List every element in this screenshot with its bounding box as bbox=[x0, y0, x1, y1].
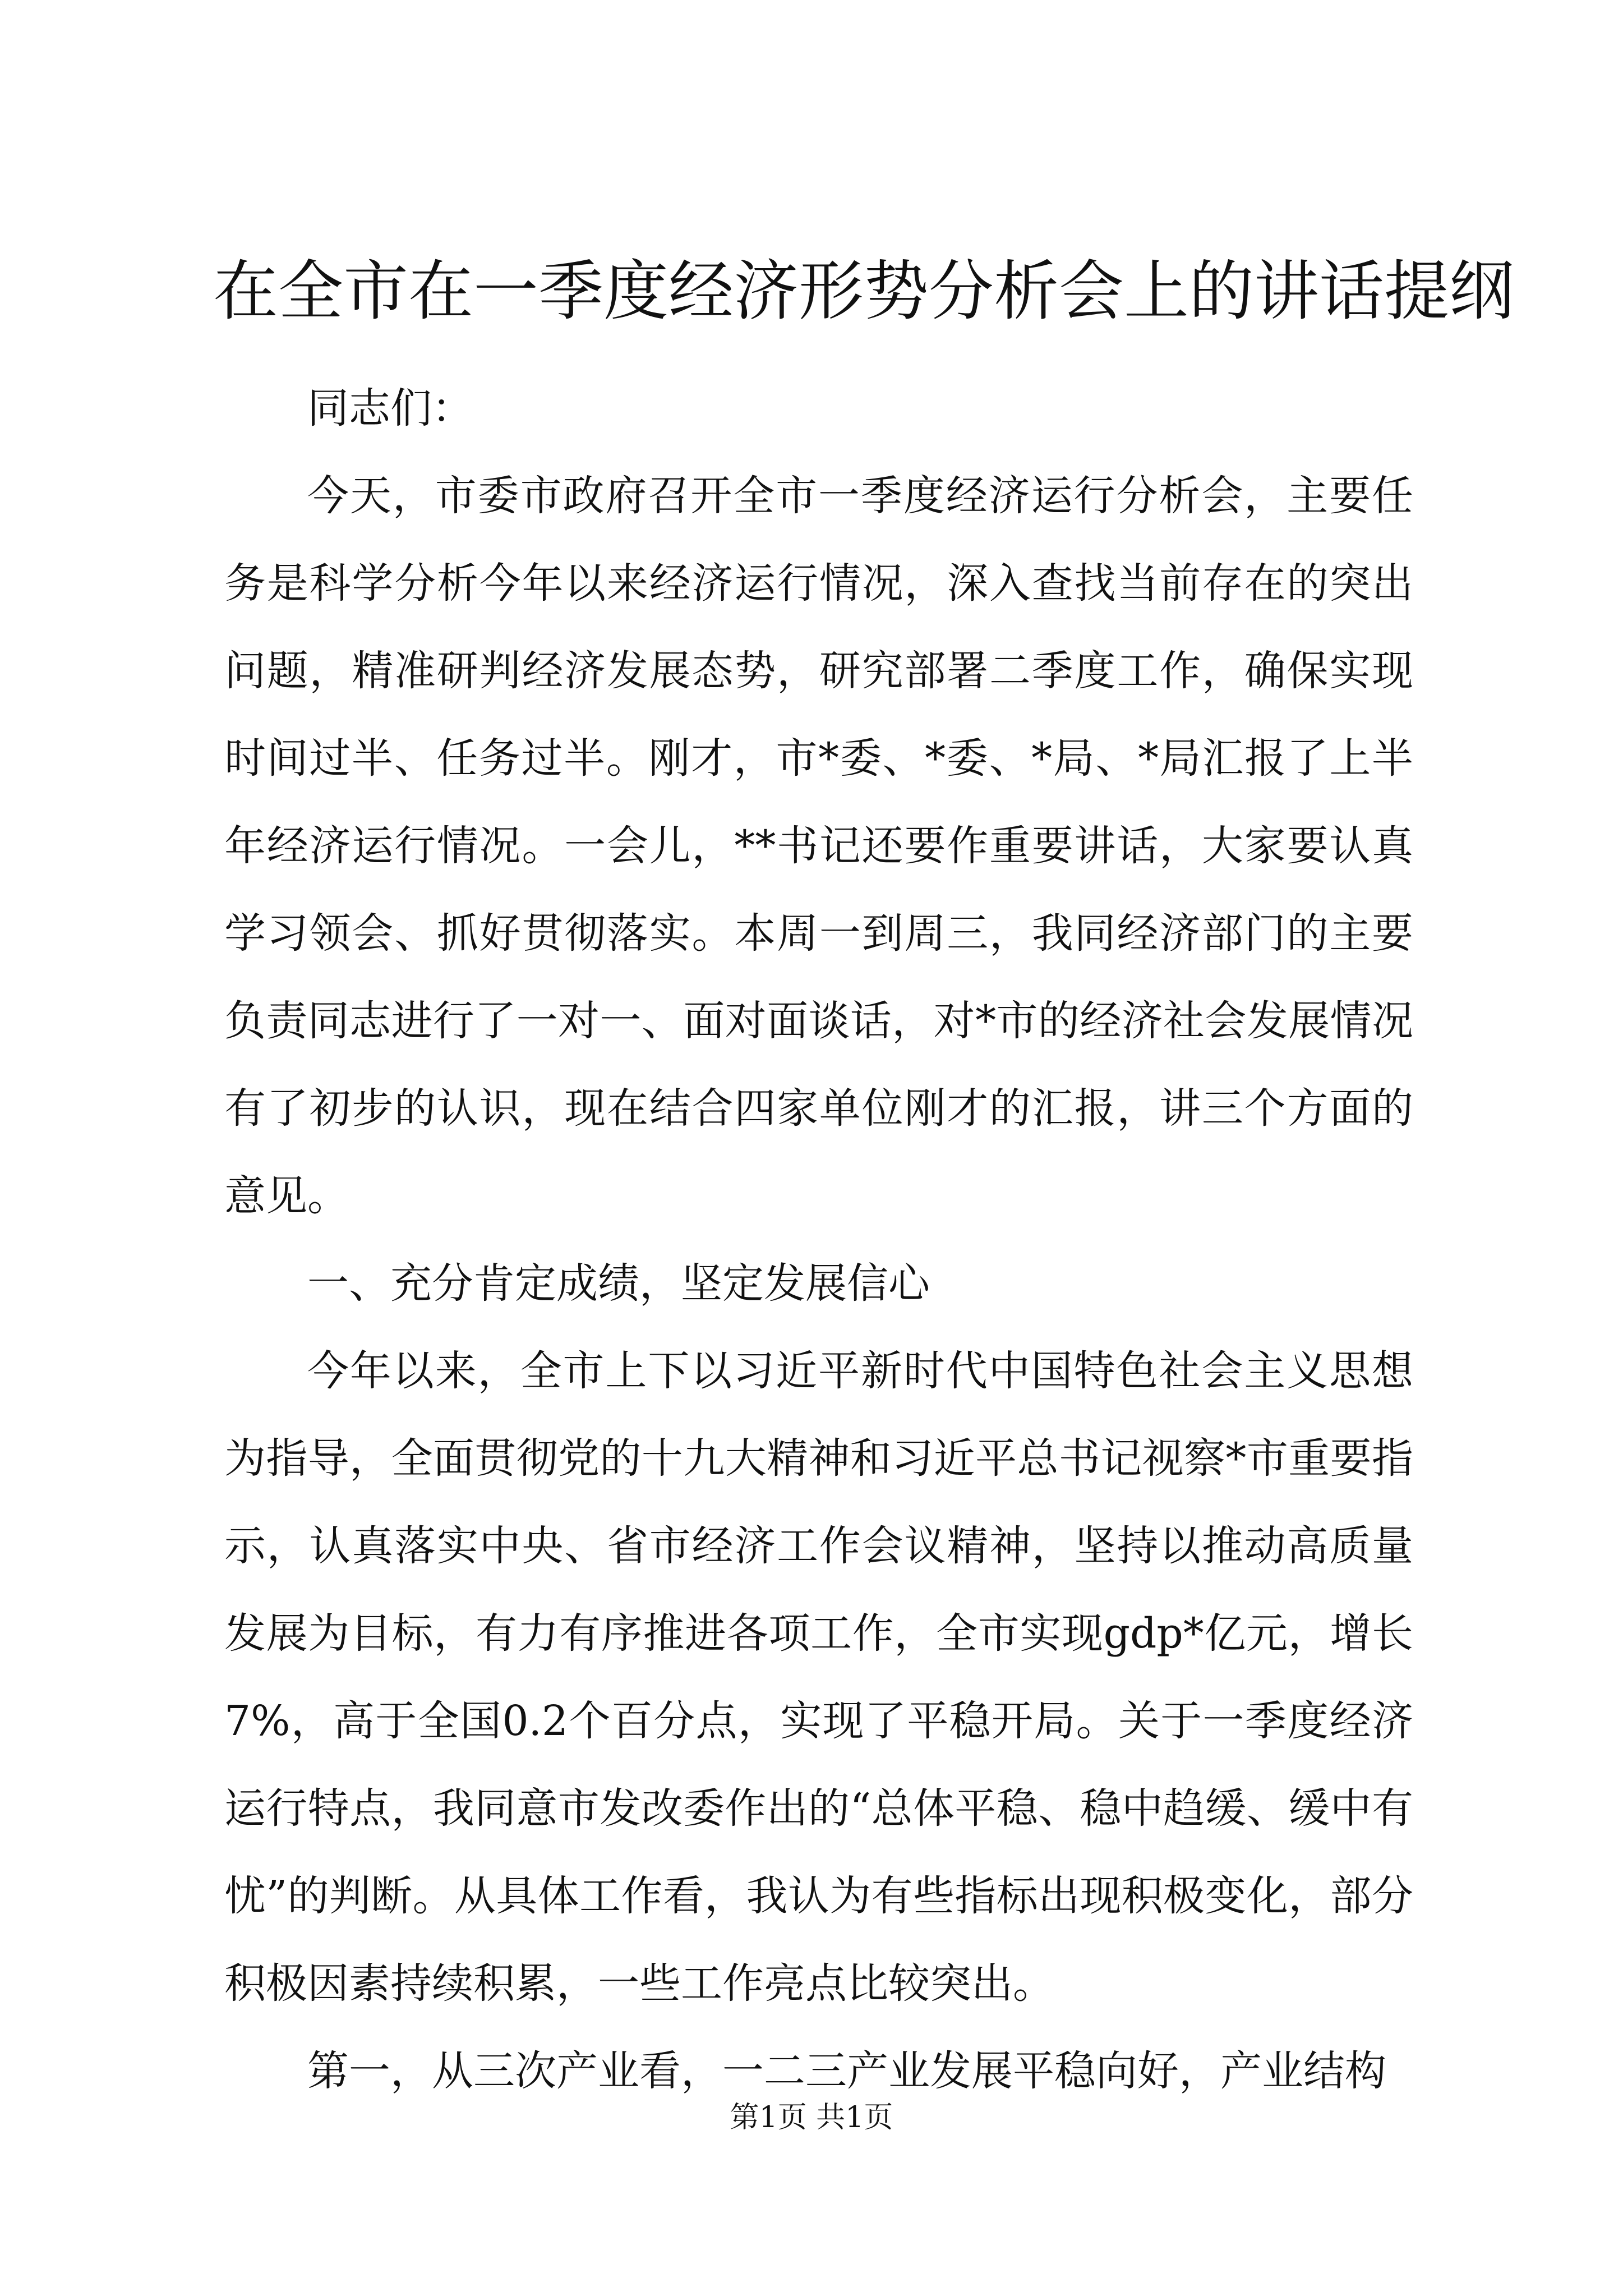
intro-paragraph: 今天，市委市政府召开全市一季度经济运行分析会，主要任务是科学分析今年以来经济运行情况，深入查找当前存在的突出问题，精准研判经济发展态势，研究部署二季度工作，确保实现时间过半、任务过半。刚才，市*委、*委、*局、*局汇报了上半年经济运行情况。一会儿，**书记还要作重要讲话，大家要认真学习领会、抓好贯彻落实。本周一到周三，我同经济部门的主要负责同志进行了一对一、面对面谈话，对*市的经济社会发展情况有了初步的认识，现在结合四家单位刚才的汇报，讲三个方面的意见。 bbox=[224, 472, 1413, 1220]
salutation-paragraph: 同志们： bbox=[307, 384, 473, 432]
document-title: 在全市在一季度经济形势分析会上的讲话提纲 bbox=[213, 254, 1514, 329]
page-footer: 第1页 共1页 bbox=[730, 2101, 893, 2134]
section-heading: 一、充分肯定成绩，坚定发展信心 bbox=[307, 1259, 930, 1308]
document-body bbox=[224, 365, 1413, 2115]
industry-paragraph: 第一，从三次产业看，一二三产业发展平稳向好，产业结构 bbox=[307, 2047, 1386, 2095]
achievements-paragraph: 今年以来，全市上下以习近平新时代中国特色社会主义思想为指导，全面贯彻党的十九大精神和习近平总书记视察*市重要指示，认真落实中央、省市经济工作会议精神，坚持以推动高质量发展为目标，有力有序推进各项工作，全市实现gdp*亿元，增长7%，高于全国0.2个百分点，实现了平稳开局。关于一季度经济运行特点，我同意市发改委作出的“总体平稳、稳中趋缓、缓中有忧”的判断。从具体工作看，我认为有些指标出现积极变化，部分积极因素持续积累，一些工作亮点比较突出。 bbox=[224, 1347, 1413, 2008]
